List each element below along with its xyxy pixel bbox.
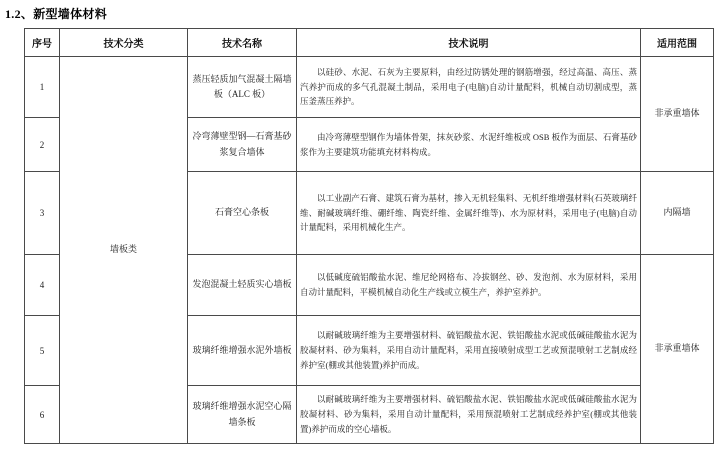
section-title: 1.2、新型墙体材料	[5, 7, 108, 21]
scope-cell: 内隔墙	[641, 172, 714, 255]
col-header-description: 技术说明	[297, 29, 641, 57]
scope-cell: 非承重墙体	[641, 57, 714, 172]
tech-name: 冷弯薄壁型钢—石膏基砂浆复合墙体	[188, 118, 297, 172]
materials-table	[24, 28, 714, 444]
tech-name: 石膏空心条板	[188, 172, 297, 255]
tech-description: 由冷弯薄壁型钢作为墙体骨架，抹灰砂浆、水泥纤维板或 OSB 板作为面层、石膏基砂浆作为主要建筑功能填充材料构成。	[297, 118, 641, 172]
tech-name: 玻璃纤维增强水泥外墙板	[188, 316, 297, 386]
row-no: 2	[25, 118, 60, 172]
tech-description: 以耐碱玻璃纤维为主要增强材料、硫铝酸盐水泥、铁铝酸盐水泥或低碱硅酸盐水泥为胶凝材料、砂为集料，采用自动计量配料，采用直接喷射成型工艺或预混喷射工艺制成经养护室(棚或其他装置)养护而成。	[297, 316, 641, 386]
col-header-scope: 适用范围	[641, 29, 714, 57]
scope-cell: 非承重墙体	[641, 255, 714, 444]
table-row	[25, 57, 714, 118]
tech-name: 发泡混凝土轻质实心墙板	[188, 255, 297, 316]
col-header-category: 技术分类	[60, 29, 188, 57]
tech-description: 以硅砂、水泥、石灰为主要原料，由经过防锈处理的钢筋增强，经过高温、高压、蒸汽养护而成的多气孔混凝土制品，采用电子(电脑)自动计量配料，机械自动切割成型，蒸压釜蒸压养护。	[297, 57, 641, 118]
col-header-name: 技术名称	[188, 29, 297, 57]
tech-category: 墙板类	[60, 57, 188, 444]
row-no: 6	[25, 386, 60, 444]
tech-description: 以耐碱玻璃纤维为主要增强材料、硫铝酸盐水泥、铁铝酸盐水泥或低碱硅酸盐水泥为胶凝材料、砂为集料，采用自动计量配料，采用预混喷射工艺制成经养护室(棚或其他装置)养护而成的空心墙板。	[297, 386, 641, 444]
col-header-no: 序号	[25, 29, 60, 57]
tech-name: 蒸压轻质加气混凝土隔墙板（ALC 板）	[188, 57, 297, 118]
row-no: 4	[25, 255, 60, 316]
row-no: 1	[25, 57, 60, 118]
row-no: 5	[25, 316, 60, 386]
tech-description: 以低碱度硫铝酸盐水泥、维尼纶网格布、冷拔钢丝、砂、发泡剂、水为原材料，采用自动计量配料，平模机械自动化生产线或立模生产，养护室养护。	[297, 255, 641, 316]
header-row	[25, 29, 714, 57]
tech-name: 玻璃纤维增强水泥空心隔墙条板	[188, 386, 297, 444]
row-no: 3	[25, 172, 60, 255]
tech-description: 以工业副产石膏、建筑石膏为基材，掺入无机轻集料、无机纤维增强材料(石英玻璃纤维、耐碱玻璃纤维、硼纤维、陶瓷纤维、金属纤维等)、水为原材料，采用电子(电脑)自动计量配料，采用机械化生产。	[297, 172, 641, 255]
